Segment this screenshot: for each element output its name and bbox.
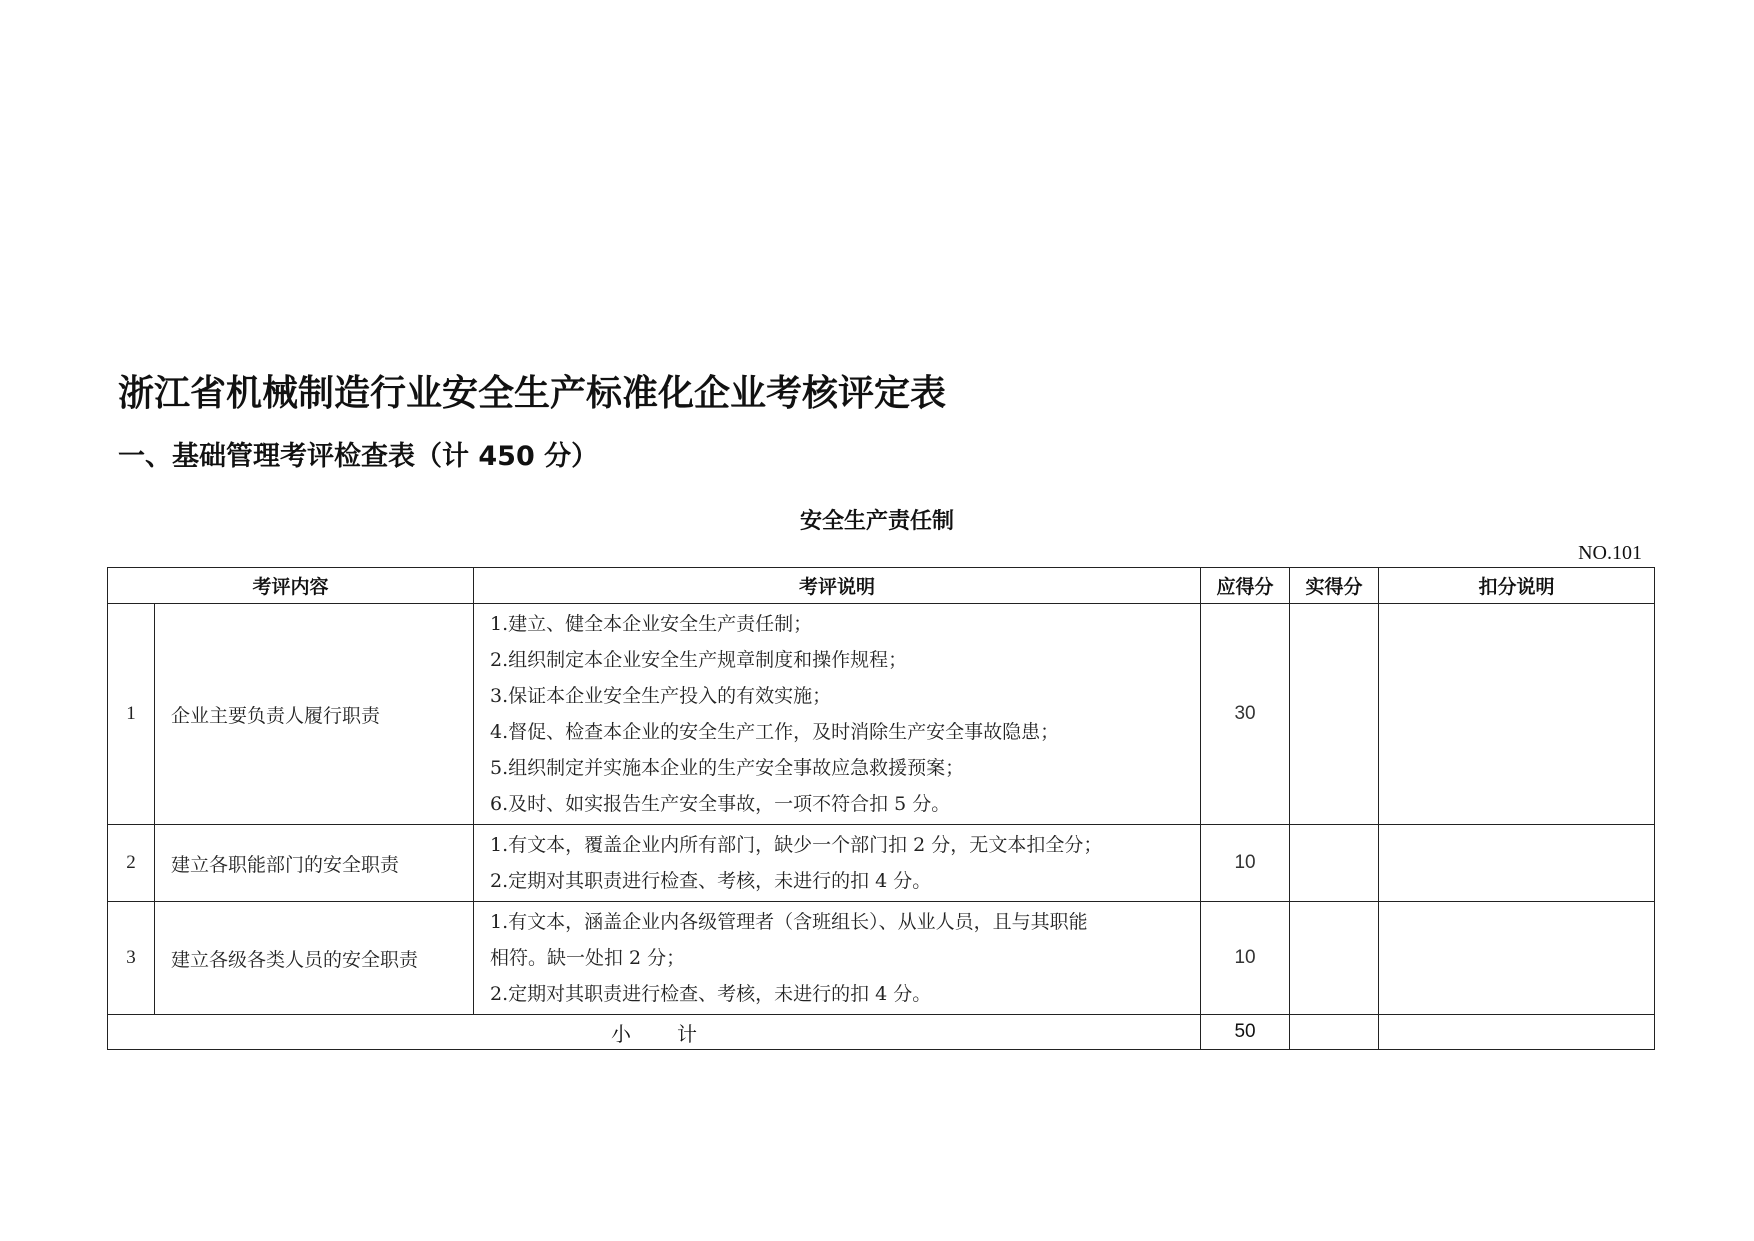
deduction-note[interactable] bbox=[1379, 825, 1655, 902]
header-actual-score: 实得分 bbox=[1290, 568, 1379, 604]
description-line: 2.定期对其职责进行检查、考核，未进行的扣 4 分。 bbox=[490, 983, 932, 1005]
header-deduction-note: 扣分说明 bbox=[1379, 568, 1655, 604]
header-description: 考评说明 bbox=[474, 568, 1201, 604]
header-content: 考评内容 bbox=[108, 568, 474, 604]
item-name: 建立各级各类人员的安全职责 bbox=[155, 902, 474, 1015]
subtotal-actual-score[interactable] bbox=[1290, 1015, 1379, 1050]
deduction-note[interactable] bbox=[1379, 902, 1655, 1015]
table-row bbox=[108, 902, 1655, 1015]
actual-score[interactable] bbox=[1290, 604, 1379, 825]
evaluation-table bbox=[107, 567, 1655, 1050]
row-number: 3 bbox=[108, 902, 155, 1015]
subtotal-row bbox=[108, 1015, 1655, 1050]
description-line: 1.建立、健全本企业安全生产责任制； bbox=[490, 613, 813, 635]
standard-score: 10 bbox=[1201, 902, 1290, 1015]
subtotal-deduction-note[interactable] bbox=[1379, 1015, 1655, 1050]
deduction-note[interactable] bbox=[1379, 604, 1655, 825]
subtotal-label: 小计 bbox=[108, 1015, 1201, 1050]
row-number: 2 bbox=[108, 825, 155, 902]
item-description bbox=[474, 825, 1201, 902]
description-line: 1.有文本，涵盖企业内各级管理者（含班组长）、从业人员，且与其职能 bbox=[490, 911, 1088, 933]
description-line: 6.及时、如实报告生产安全事故，一项不符合扣 5 分。 bbox=[490, 793, 951, 815]
actual-score[interactable] bbox=[1290, 902, 1379, 1015]
item-name: 建立各职能部门的安全职责 bbox=[155, 825, 474, 902]
description-line: 3.保证本企业安全生产投入的有效实施； bbox=[490, 685, 832, 707]
description-line: 相符。缺一处扣 2 分； bbox=[490, 947, 686, 969]
form-number: NO.101 bbox=[1578, 542, 1642, 564]
standard-score: 10 bbox=[1201, 825, 1290, 902]
subtotal-standard-score: 50 bbox=[1201, 1015, 1290, 1050]
section-title: 一、基础管理考评检查表（计 450 分） bbox=[118, 441, 599, 472]
description-line: 5.组织制定并实施本企业的生产安全事故应急救援预案； bbox=[490, 757, 965, 779]
row-number: 1 bbox=[108, 604, 155, 825]
table-title: 安全生产责任制 bbox=[799, 509, 954, 534]
description-line: 4.督促、检查本企业的安全生产工作，及时消除生产安全事故隐患； bbox=[490, 721, 1060, 743]
description-line: 1.有文本，覆盖企业内所有部门，缺少一个部门扣 2 分，无文本扣全分； bbox=[490, 834, 1103, 856]
header-standard-score: 应得分 bbox=[1201, 568, 1290, 604]
actual-score[interactable] bbox=[1290, 825, 1379, 902]
document-title: 浙江省机械制造行业安全生产标准化企业考核评定表 bbox=[118, 373, 947, 414]
item-description bbox=[474, 604, 1201, 825]
table-row bbox=[108, 604, 1655, 825]
item-description bbox=[474, 902, 1201, 1015]
description-line: 2.组织制定本企业安全生产规章制度和操作规程； bbox=[490, 649, 908, 671]
standard-score: 30 bbox=[1201, 604, 1290, 825]
item-name: 企业主要负责人履行职责 bbox=[155, 604, 474, 825]
table-row bbox=[108, 825, 1655, 902]
description-line: 2.定期对其职责进行检查、考核，未进行的扣 4 分。 bbox=[490, 870, 932, 892]
table-header-row bbox=[108, 568, 1655, 604]
